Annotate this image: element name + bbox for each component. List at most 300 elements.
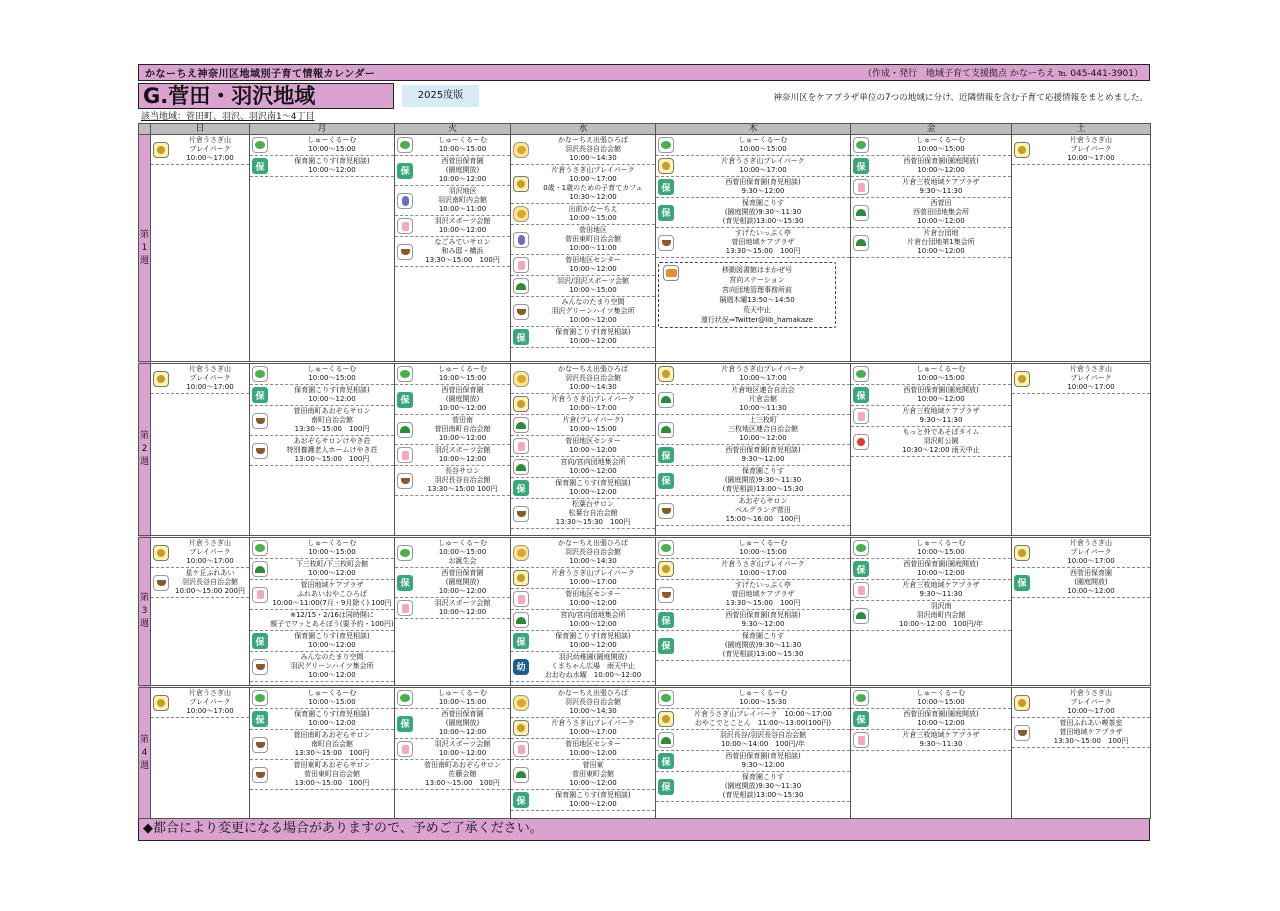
event-text: しゅーくるーむ 10:00～15:00 (916, 365, 966, 382)
day-cell (511, 363, 656, 537)
event-text: かなーちえ出張ひろば 羽沢長谷自治会館 10:00～14:30 (558, 539, 628, 565)
event-text: しゅーくるーむ 10:00～15:00 (438, 136, 487, 153)
event-item (511, 204, 655, 225)
event-item (395, 186, 510, 216)
event-item (656, 559, 850, 580)
event-item (851, 198, 1011, 228)
event-text: 片倉うさぎ山プレイパーク 10:00～17:00 (721, 560, 805, 577)
week-row (139, 363, 1151, 537)
green-icon (397, 137, 413, 153)
event-text: 菅田地区センター 10:00～12:00 (565, 590, 621, 607)
event-text: 片倉うさぎ山 プレイパーク 10:00～17:00 (186, 136, 234, 162)
event-item (395, 739, 510, 760)
event-text: 西菅田保育園(育児相談) 9:30～12:00 (725, 178, 801, 195)
event-text: 片倉うさぎ山 プレイパーク 10:00～17:00 (1067, 136, 1115, 162)
cup-icon (252, 767, 268, 783)
event-text: 西菅田保育園(育児相談) 9:30～12:00 (725, 446, 801, 463)
event-item (395, 568, 510, 598)
bag-icon (252, 587, 268, 603)
day-cell (151, 537, 250, 687)
grass-icon (513, 767, 529, 783)
rabbit-icon (1014, 371, 1030, 387)
event-item (250, 730, 394, 760)
grass-icon (658, 392, 674, 408)
event-text: 宮向/宮向団地集会所 10:00～12:00 (560, 611, 626, 628)
event-item (1012, 364, 1150, 394)
event-text: しゅーくるーむ 10:00～15:00 (738, 539, 788, 556)
grass-icon (397, 422, 413, 438)
grass-icon (853, 205, 869, 221)
bear-icon (513, 545, 529, 561)
ho-icon (658, 753, 674, 769)
event-item (851, 709, 1011, 730)
event-text: 長谷サロン 羽沢長谷自治会館 13:30～15:00 100円 (427, 467, 498, 493)
cup-icon (513, 304, 529, 320)
event-item (656, 610, 850, 631)
event-item (511, 225, 655, 255)
event-item (851, 364, 1011, 385)
title-bar (138, 64, 1150, 81)
event-item (851, 559, 1011, 580)
ho-icon (658, 779, 674, 795)
event-text: 菅田南町あおぞらサロン 佐藤会館 13:00～15:00 100円 (424, 761, 501, 787)
event-item (511, 364, 655, 394)
event-text: 菅田東町あおぞらサロン 菅田東町自治会館 13:00～15:00 100円 (293, 761, 371, 787)
green-icon (853, 690, 869, 706)
event-text: 西菅田 西菅田団地集会所 10:00～12:00 (913, 199, 969, 225)
week-label: 第 2 週 (139, 363, 151, 537)
event-item (511, 538, 655, 568)
event-item (511, 436, 655, 457)
event-text: 西菅田保育園(園庭開放) 10:00～12:00 (903, 157, 979, 174)
event-item (151, 364, 249, 394)
event-item (250, 406, 394, 436)
rabbit-icon (658, 711, 674, 727)
event-item (250, 559, 394, 580)
event-item (395, 688, 510, 709)
rabbit-icon (658, 158, 674, 174)
event-item (656, 538, 850, 559)
event-text: 菅田南町あおぞらサロン 南町自治会館 13:30～15:00 100円 (293, 407, 371, 433)
event-item (511, 415, 655, 436)
event-text: しゅーくるーむ 10:00～15:00 (916, 689, 966, 706)
green-icon (658, 540, 674, 556)
week-row (139, 537, 1151, 687)
event-item (851, 427, 1011, 457)
event-item (395, 364, 510, 385)
day-cell (656, 537, 851, 687)
event-item (250, 385, 394, 406)
calendar-title: かなーちえ神奈川区地域別子育て情報カレンダー (145, 69, 376, 80)
grass-icon (853, 235, 869, 251)
event-item (395, 466, 510, 496)
event-item (395, 415, 510, 445)
event-text: 西菅田保育園(園庭開放) 10:00～12:00 (903, 386, 979, 403)
event-item (656, 688, 850, 709)
event-text: しゅーくるーむ 10:00～15:00 (307, 136, 357, 153)
none-icon (252, 612, 268, 628)
event-text: 出前かなーちえ 10:00～15:00 (568, 205, 618, 222)
event-item (511, 276, 655, 297)
grass-icon (658, 732, 674, 748)
day-cell (250, 687, 395, 819)
event-text: 菅田地区センター 10:00～12:00 (565, 740, 621, 757)
event-text: 菅田南 菅田南町自治会館 10:00～12:00 (434, 416, 491, 442)
event-item (656, 580, 850, 610)
green-icon (397, 366, 413, 382)
event-text: 片倉うさぎ山プレイパーク 10:00～17:00 (721, 157, 805, 174)
week-row (139, 687, 1151, 819)
event-text: 保育園こりす (園庭開放)9:30～11:30 (育児相談)13:00～15:30 (722, 467, 804, 493)
ho-icon (658, 638, 674, 654)
day-cell (395, 537, 511, 687)
event-text: 星ケ丘ふれあい 羽沢長谷自治会館 10:00～15:00 200円 (175, 569, 245, 595)
day-cell (1012, 687, 1151, 819)
grass-icon (252, 561, 268, 577)
event-text: 西菅田保育園 (園庭開放) 10:00～12:00 (438, 710, 487, 736)
bag-icon (853, 179, 869, 195)
event-text: あおぞらサロンけやき荘 特別養護老人ホームけやき荘 13:00～15:00 100円 (286, 437, 378, 463)
bag-icon (513, 741, 529, 757)
event-item (1012, 538, 1150, 568)
event-item (511, 457, 655, 478)
day-cell (851, 363, 1012, 537)
bag-icon (513, 257, 529, 273)
event-text: 片倉うさぎ山 プレイパーク 10:00～17:00 (1067, 365, 1115, 391)
ho-icon (853, 158, 869, 174)
green-icon (397, 545, 413, 561)
rabbit-icon (513, 570, 529, 586)
event-item (511, 718, 655, 739)
you-icon (513, 659, 529, 675)
event-item (511, 165, 655, 204)
description: 神奈川区をケアプラザ単位の7つの地域に分け、近隣情報を含む子育て応援情報をまとめました。 (773, 93, 1148, 103)
event-item (1012, 688, 1150, 718)
event-text: しゅーくるーむ 10:00～15:00 お誕生会 (438, 539, 487, 565)
calendar-sheet (138, 64, 1150, 841)
event-text: 菅田地区 菅田東町自治会館 10:00～11:00 (565, 226, 621, 252)
event-text: しゅーくるーむ 10:00～15:00 (738, 136, 788, 153)
event-text: しゅーくるーむ 10:00～15:00 (916, 136, 966, 153)
rabbit-icon (513, 176, 529, 192)
event-text: しゅーくるーむ 10:00～15:00 (307, 689, 357, 706)
event-item (395, 156, 510, 186)
bag-icon (397, 600, 413, 616)
sun-icon (853, 434, 869, 450)
week-label: 第 1 週 (139, 135, 151, 363)
bus-icon (663, 265, 679, 281)
cup-icon (397, 244, 413, 260)
event-text: 下三枚町/下三枚町会館 10:00～12:00 (295, 560, 369, 577)
event-text: 宮向/宮向団地集会所 10:00～12:00 (560, 458, 626, 475)
event-item (511, 394, 655, 415)
event-item (851, 228, 1011, 258)
event-item (250, 631, 394, 652)
event-text: 西菅田保育園 (園庭開放) 10:00～12:00 (438, 569, 487, 595)
ho-icon (513, 633, 529, 649)
day-cell (395, 363, 511, 537)
event-text: 西菅田保育園(園庭開放) 10:00～12:00 (903, 710, 979, 727)
event-text: 片倉三枚地域ケアプラザ 9:30～11:30 (902, 407, 980, 424)
event-text: 羽沢スポーツ会館 10:00～12:00 (434, 217, 491, 234)
bear-icon (513, 142, 529, 158)
event-text: 松葉台サロン 松葉台自治会館 13:30～15:30 100円 (555, 500, 631, 526)
ho-icon (397, 392, 413, 408)
event-text: 片倉うさぎ山 プレイパーク 10:00～17:00 (1067, 539, 1115, 565)
day-header-row (139, 124, 1151, 135)
event-text: 保育園こりす (園庭開放)9:30～11:30 (育児相談)13:00～15:30 (722, 632, 804, 658)
event-text: 片倉うさぎ山 プレイパーク 10:00～17:00 (186, 365, 234, 391)
ho-icon (252, 711, 268, 727)
event-text: 菅田地区センター 10:00～12:00 (565, 437, 621, 454)
event-item (395, 760, 510, 790)
event-item (395, 385, 510, 415)
cup-icon (658, 503, 674, 519)
green-icon (658, 690, 674, 706)
event-item (851, 538, 1011, 559)
rabbit-icon (1014, 545, 1030, 561)
event-text: 西菅田保育園(園庭開放) 10:00～12:00 (903, 560, 979, 577)
event-text: 保育園こりす(育児相談) 10:00～12:00 (555, 479, 631, 496)
event-text: 片倉うさぎ山プレイパーク 10:00～17:00 (721, 365, 805, 382)
ho-icon (397, 575, 413, 591)
tube-icon (513, 232, 529, 248)
ho-icon (252, 387, 268, 403)
event-item (656, 772, 850, 802)
event-item (250, 760, 394, 790)
event-item (851, 730, 1011, 751)
cup-icon (153, 575, 169, 591)
day-cell (151, 687, 250, 819)
grass-icon (513, 459, 529, 475)
event-text: しゅーくるーむ 10:00～15:00 (438, 689, 487, 706)
event-item (851, 385, 1011, 406)
cup-icon (513, 506, 529, 522)
mobile-library-text: 移動図書館はまかぜ号 宮向ステーション 宮向団地管理事務所前 隔週木曜13:50～14:50 荒天中止 運行状況⇒Twitter@lib_hamakaze (700, 266, 814, 324)
grass-icon (513, 278, 529, 294)
event-item (511, 478, 655, 499)
event-text: かなーちえ出張ひろば 羽沢長谷自治会館 10:00～14:30 (558, 365, 628, 391)
event-item (851, 177, 1011, 198)
event-item (656, 198, 850, 228)
ho-icon (853, 561, 869, 577)
event-item (250, 652, 394, 682)
event-item (250, 156, 394, 177)
bear-icon (513, 371, 529, 387)
event-text: 片倉うさぎ山 プレイパーク 10:00～17:00 (1067, 689, 1115, 715)
event-text: しゅーくるーむ 10:00～15:00 (438, 365, 487, 382)
event-text: 菅田ふれあい喫茶室 菅田地域ケアプラザ 13:30～15:00 100円 (1053, 719, 1129, 745)
bag-icon (397, 741, 413, 757)
event-item (656, 466, 850, 496)
event-text: 保育園こりす(育児相談) 10:00～12:00 (294, 710, 370, 727)
day-header: 火 (395, 124, 511, 135)
calendar-table (138, 123, 1151, 819)
event-item (151, 688, 249, 718)
ho-icon (513, 480, 529, 496)
event-text: 片倉(プレイパーク) 10:00～15:00 (562, 416, 624, 433)
event-text: 片倉うさぎ山プレイパーク 10:00～17:00 (551, 395, 635, 412)
cup-icon (658, 587, 674, 603)
corner-cell (139, 124, 151, 135)
ho-icon (658, 612, 674, 628)
event-item (250, 364, 394, 385)
event-item (851, 688, 1011, 709)
day-cell (851, 537, 1012, 687)
event-text: 保育園こりす (園庭開放)9:30～11:30 (育児相談)13:00～15:30 (722, 199, 804, 225)
rabbit-icon (153, 695, 169, 711)
cup-icon (252, 659, 268, 675)
cup-icon (252, 443, 268, 459)
day-header: 金 (851, 124, 1012, 135)
bear-icon (513, 206, 529, 222)
green-icon (252, 690, 268, 706)
event-text: 保育園こりす(育児相談) 10:00～12:00 (294, 157, 370, 174)
ho-icon (513, 792, 529, 808)
event-text: あおぞらサロン ベルグランデ菅田 15:00～16:00 100円 (725, 497, 801, 523)
event-text: すげたいっぷく亭 菅田地域ケアプラザ 13:30～15:00 100円 (725, 229, 801, 255)
event-item (395, 709, 510, 739)
day-cell (151, 135, 250, 363)
footer-note: ◆都合により変更になる場合がありますので、予めご了承ください。 (138, 819, 1150, 841)
tube-icon (397, 193, 413, 209)
event-text: 西菅田保育園 (園庭開放) 10:00～12:00 (1067, 569, 1115, 595)
event-text: 保育園こりす (園庭開放)9:30～11:30 (育児相談)13:00～15:30 (722, 773, 804, 799)
event-item (851, 601, 1011, 631)
bag-icon (513, 438, 529, 454)
event-text: 羽沢スポーツ会館 10:00～12:00 (434, 599, 491, 616)
day-cell (851, 687, 1012, 819)
day-cell (395, 135, 511, 363)
bag-icon (853, 732, 869, 748)
rabbit-icon (513, 720, 529, 736)
cup-icon (1014, 725, 1030, 741)
event-text: 菅田東 菅田東町会館 10:00～12:00 (569, 761, 617, 787)
event-item (511, 589, 655, 610)
event-text: 菅田地域ケアプラザ ふれあいおやこひろば 10:00～11:00(7月・9月除く) 100円 (272, 581, 392, 607)
event-item (395, 538, 510, 568)
mobile-library-box (658, 262, 836, 328)
day-cell (250, 135, 395, 363)
event-text: 羽沢長谷/羽沢長谷自治会館 10:00～14:00 100円/年 (719, 731, 807, 748)
day-cell (1012, 363, 1151, 537)
event-item (656, 730, 850, 751)
rabbit-icon (153, 142, 169, 158)
event-text: 片倉うさぎ山プレイパーク 10:00～17:00 (551, 569, 635, 586)
event-text: 片倉三枚地域ケアプラザ 9:30～11:30 (902, 731, 980, 748)
day-cell (511, 537, 656, 687)
day-cell (511, 687, 656, 819)
event-item (511, 631, 655, 652)
event-text: すげたいっぷく亭 菅田地域ケアプラザ 13:30～15:00 100円 (725, 581, 801, 607)
event-item (511, 568, 655, 589)
event-text: 羽沢南 羽沢南町内会館 10:00～12:00 100円/年 (898, 602, 984, 628)
event-item (1012, 135, 1150, 165)
event-text: 保育園こりす(育児相談) 10:00～12:00 (294, 386, 370, 403)
event-item (250, 688, 394, 709)
event-text: 保育園こりす(育児相談) 10:00～12:00 (294, 632, 370, 649)
day-header: 土 (1012, 124, 1151, 135)
event-item (151, 538, 249, 568)
event-item (656, 709, 850, 730)
cup-icon (252, 737, 268, 753)
event-item (656, 135, 850, 156)
event-text: 羽沢スポーツ会館 10:00～12:00 (434, 446, 491, 463)
ho-icon (397, 163, 413, 179)
event-text: かなーちえ出張ひろば 羽沢長谷自治会館 10:00～14:30 (558, 136, 628, 162)
event-item (395, 216, 510, 237)
event-text: 西菅田保育園(育児相談) 9:30～12:00 (725, 752, 801, 769)
event-text: 保育園こりす(育児相談) 10:00～12:00 (555, 328, 631, 345)
day-cell (250, 363, 395, 537)
event-text: しゅーくるーむ 10:00～15:00 (916, 539, 966, 556)
rabbit-icon (153, 371, 169, 387)
event-item (250, 610, 394, 631)
event-item (511, 255, 655, 276)
rabbit-icon (658, 561, 674, 577)
ho-icon (853, 711, 869, 727)
event-text: 上三枚町 三枚地区連合自治会館 10:00～12:00 (728, 416, 798, 442)
area-title: G.菅田・羽沢地域 (138, 83, 394, 109)
event-item (151, 135, 249, 165)
edition-badge: 2025度版 (402, 85, 479, 107)
green-icon (853, 137, 869, 153)
ho-icon (658, 179, 674, 195)
event-text: みんなのたまり空間 羽沢グリーンハイツ集会所 10:00～12:00 (290, 653, 374, 679)
event-item (851, 156, 1011, 177)
event-item (511, 688, 655, 718)
bag-icon (853, 408, 869, 424)
rabbit-icon (153, 545, 169, 561)
green-icon (252, 366, 268, 382)
bear-icon (513, 695, 529, 711)
bag-icon (397, 218, 413, 234)
ho-icon (658, 205, 674, 221)
week-row (139, 135, 1151, 363)
event-item (511, 297, 655, 327)
event-item (851, 406, 1011, 427)
green-icon (252, 540, 268, 556)
none-icon (397, 767, 413, 783)
event-item (511, 327, 655, 348)
event-item (250, 580, 394, 610)
event-text: 西菅田保育園(育児相談) 9:30～12:00 (725, 611, 801, 628)
rabbit-icon (1014, 142, 1030, 158)
event-item (395, 598, 510, 619)
day-cell (1012, 135, 1151, 363)
event-text: 片倉うさぎ山プレイパーク 10:00～17:00 おやこでとことん 11:00～13:00(100円) (694, 710, 832, 727)
green-icon (397, 690, 413, 706)
event-item (395, 135, 510, 156)
event-item (656, 445, 850, 466)
event-item (250, 135, 394, 156)
day-cell (656, 687, 851, 819)
grass-icon (513, 612, 529, 628)
event-text: しゅーくるーむ 10:00～15:00 (307, 365, 357, 382)
day-cell (1012, 537, 1151, 687)
day-cell (395, 687, 511, 819)
event-text: しゅーくるーむ 10:00～15:00 (307, 539, 357, 556)
grass-icon (513, 417, 529, 433)
week-label: 第 4 週 (139, 687, 151, 819)
bag-icon (513, 591, 529, 607)
publisher-info: （作成・発行 地域子育て支援拠点 かなーちえ ℡ 045-441-3901） (862, 69, 1143, 79)
grass-icon (658, 422, 674, 438)
event-item (511, 610, 655, 631)
event-text: 片倉三枚地域ケアプラザ 9:30～11:30 (902, 178, 980, 195)
event-text: 片倉台団地 片倉台団地第1集会所 10:00～12:00 (907, 229, 975, 255)
event-item (250, 436, 394, 466)
